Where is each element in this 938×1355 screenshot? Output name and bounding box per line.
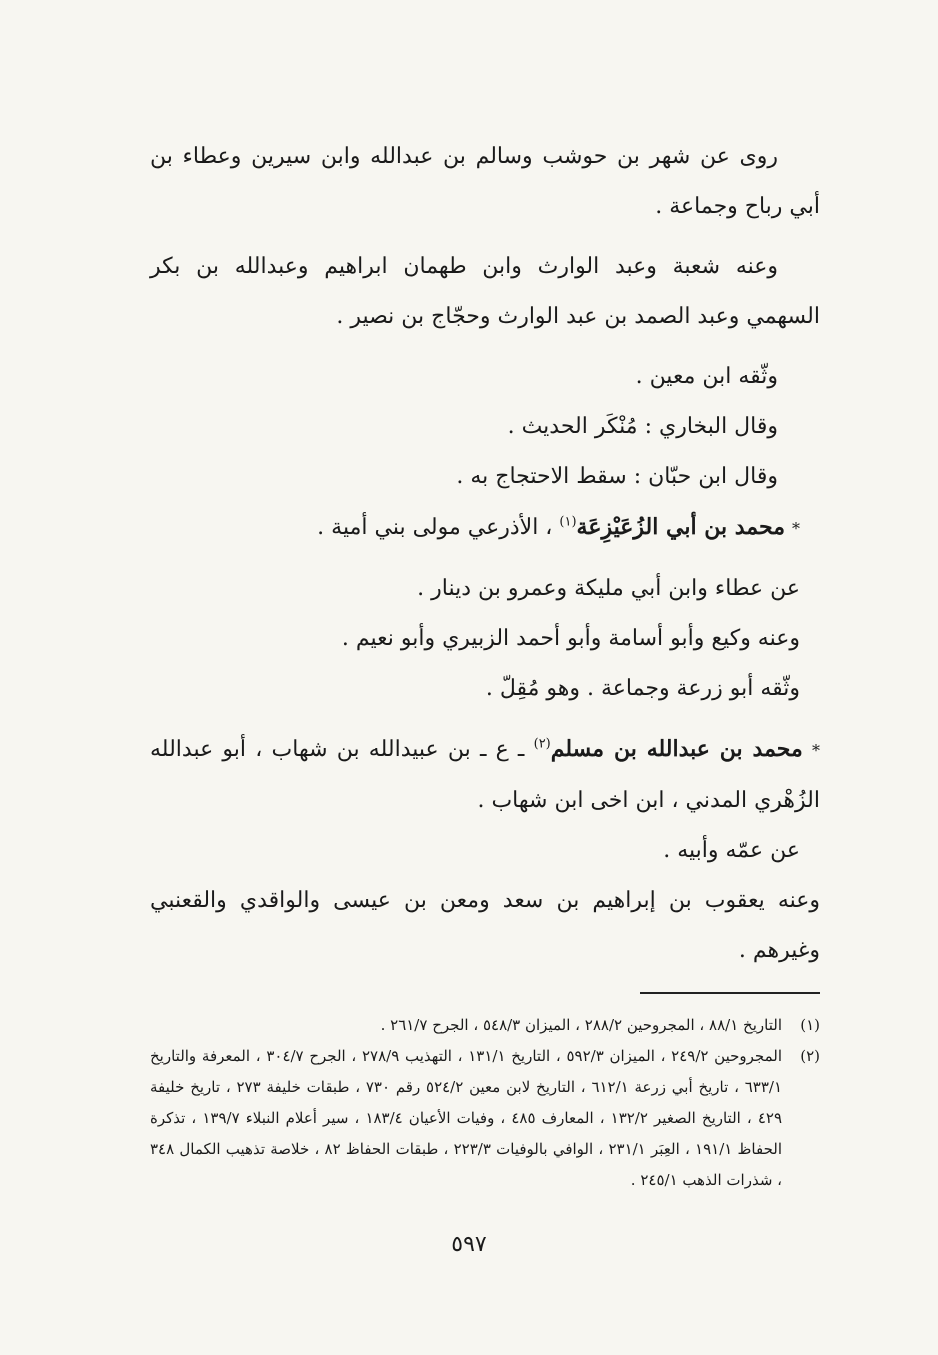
footnote <box>150 1041 820 1196</box>
entry-descriptor: ، الأذرعي مولى بني أمية . <box>317 515 553 540</box>
paragraph: عن عطاء وابن أبي مليكة وعمرو بن دينار . <box>417 576 800 601</box>
entry-heading <box>150 724 820 826</box>
paragraph: وعنه وكيع وأبو أسامة وأبو أحمد الزبيري وأبو نعيم . <box>341 626 800 651</box>
paragraph: روى عن شهر بن حوشب وسالم بن عبدالله وابن سيرين وعطاء بن أبي رباح وجماعة . <box>150 144 820 219</box>
footnote <box>150 1010 820 1041</box>
paragraph: وثّقه أبو زرعة وجماعة . وهو مُقِلّ . <box>485 676 800 701</box>
footnotes <box>150 1010 820 1196</box>
paragraph: وقال البخاري : مُنْكَر الحديث . <box>507 414 778 439</box>
footnote-text: المجروحين ٢٤٩/٢ ، الميزان ٥٩٢/٣ ، التاريخ ١٣١/١ ، التهذيب ٢٧٨/٩ ، الجرح ٣٠٤/٧ ، المعرفة والتاريخ ٦٣٣/١ ، تاريخ أبي زرعة ٦١٢/١ ، التاريخ لابن معين ٥٢٤/٢ رقم ٧٣٠ ، طبقات خليفة ٢٧٣ ، تاريخ خليفة ٤٢٩ ، التاريخ الصغير ١٣٢/٢ ، المعارف ٤٨٥ ، وفيات الأعيان ١٨٣/٤ ، سير أعلام النبلاء ١٣٩/٧ ، تذكرة الحفاظ ١٩١/١ ، العِبَر ٢٣١/١ ، الوافي بالوفيات ٢٢٣/٣ ، طبقات الحفاظ ٨٢ ، خلاصة تذهيب الكمال ٣٤٨ ، شذرات الذهب ٢٤٥/١ . <box>150 1047 783 1189</box>
footnote-text: التاريخ ٨٨/١ ، المجروحين ٢٨٨/٢ ، الميزان ٥٤٨/٣ ، الجرح ٢٦١/٧ . <box>380 1016 782 1034</box>
paragraph: وعنه شعبة وعبد الوارث وابن طهمان ابراهيم وعبدالله بن بكر السهمي وعبد الصمد بن عبد الوارث وحجّاج بن نصير . <box>150 254 820 329</box>
entry-descriptor: ـ ع ـ بن عبيدالله بن شهاب ، أبو عبدالله الزُهْري المدني ، ابن اخى ابن شهاب . <box>150 737 820 813</box>
paragraph: وعنه يعقوب بن إبراهيم بن سعد ومعن بن عيسى والواقدي والقعنبي وغيرهم . <box>150 888 820 963</box>
footnote-number: (٢) <box>800 1047 820 1065</box>
paragraph: وثّقه ابن معين . <box>635 364 778 389</box>
main-text <box>150 132 820 976</box>
footnote-number: (١) <box>800 1016 820 1034</box>
footnote-ref: (٢) <box>533 736 551 752</box>
entry-name: محمد بن أبي الزُعَيْزِعَة <box>576 514 785 540</box>
page-number: ٥٩٧ <box>451 1232 487 1257</box>
entry-name: محمد بن عبدالله بن مسلم <box>550 736 803 762</box>
entry-marker: * <box>812 741 821 760</box>
footnote-ref: (١) <box>559 514 577 530</box>
entry-marker: * <box>792 519 800 538</box>
entry-heading <box>150 502 820 554</box>
paragraph: وقال ابن حبّان : سقط الاحتجاج به . <box>456 464 778 489</box>
paragraph: عن عمّه وأبيه . <box>663 838 800 863</box>
footnote-divider <box>640 992 820 994</box>
